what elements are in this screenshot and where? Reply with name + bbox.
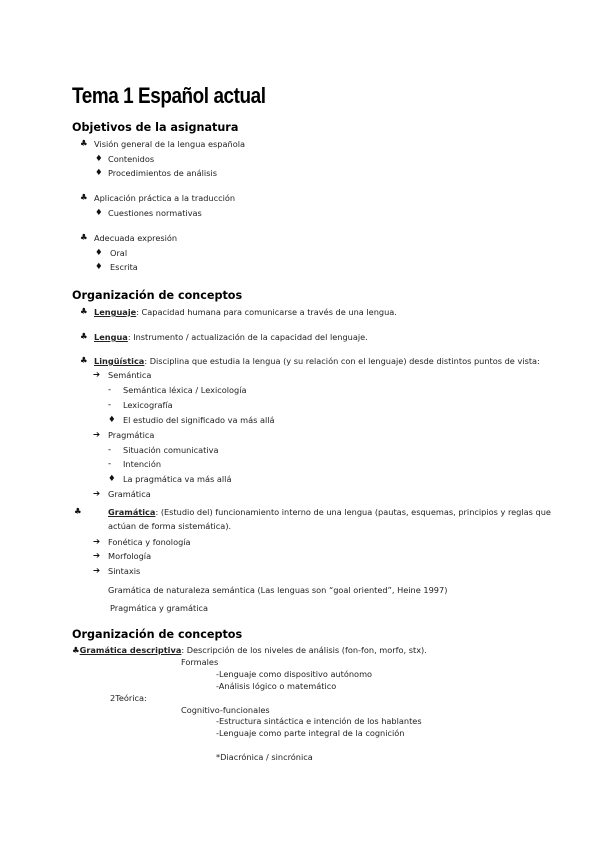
category-label: Formales <box>181 657 219 667</box>
section-heading-organizacion: Organización de conceptos <box>72 289 243 302</box>
arrow-bullet-icon: ➔ <box>93 489 101 499</box>
dash-bullet-icon: - <box>108 400 112 410</box>
definition-text: : Disciplina que estudia la lengua (y su relación con el lenguaje) desde distintos puntos de vista: <box>144 356 540 366</box>
list-item: Oral <box>110 248 128 258</box>
list-item: Situación comunicativa <box>123 445 219 455</box>
list-item: Aplicación práctica a la traducción <box>94 193 236 203</box>
club-bullet-icon: ♣ <box>80 139 88 149</box>
club-bullet-icon: ♣ <box>80 307 88 317</box>
list-item: Intención <box>123 459 162 469</box>
list-item: Gramática <box>108 489 151 499</box>
category-label: 2Teórica: <box>110 693 147 703</box>
club-bullet-icon: ♣ <box>80 193 88 203</box>
definition-lengua <box>94 332 368 342</box>
diamond-bullet-icon: ♦ <box>95 154 103 164</box>
definition-text: : Instrumento / actualización de la capacidad del lenguaje. <box>127 332 368 342</box>
term-gramatica-descriptiva: Gramática descriptiva <box>79 645 182 655</box>
club-bullet-icon: ♣ <box>80 332 88 342</box>
list-item: Sintaxis <box>108 566 141 576</box>
list-item: -Estructura sintáctica e intención de los hablantes <box>216 716 422 726</box>
definition-lenguaje <box>94 307 397 317</box>
page-title: Tema 1 Español actual <box>72 83 266 108</box>
arrow-bullet-icon: ➔ <box>93 430 101 440</box>
note-text: Pragmática y gramática <box>110 603 208 613</box>
list-item: Pragmática <box>108 430 155 440</box>
arrow-bullet-icon: ➔ <box>93 370 101 380</box>
definition-gramatica-descriptiva <box>72 645 427 656</box>
definition-linguistica <box>94 356 540 366</box>
club-bullet-icon: ♣ <box>74 507 82 517</box>
list-item: Fonética y fonología <box>108 537 191 547</box>
diamond-bullet-icon: ♦ <box>95 208 103 218</box>
club-bullet-icon: ♣ <box>80 356 88 366</box>
list-item: El estudio del significado va más allá <box>123 415 275 425</box>
dash-bullet-icon: - <box>108 459 112 469</box>
definition-gramatica <box>108 507 551 517</box>
list-item: -Lenguaje como dispositivo autónomo <box>216 669 373 679</box>
definition-text-continued: actúan de forma sistemática). <box>108 521 232 531</box>
section-heading-objetivos: Objetivos de la asignatura <box>72 121 239 134</box>
term-lengua: Lengua <box>94 332 128 342</box>
definition-text: : (Estudio del) funcionamiento interno de una lengua (pautas, esquemas, principios y reglas que <box>155 507 551 517</box>
arrow-bullet-icon: ➔ <box>93 551 101 561</box>
list-item: La pragmática va más allá <box>123 474 232 484</box>
club-bullet-icon: ♣ <box>80 233 88 243</box>
category-label: Cognitivo-funcionales <box>181 705 270 715</box>
term-gramatica: Gramática <box>108 507 156 517</box>
dash-bullet-icon: - <box>108 385 112 395</box>
list-item: Semántica <box>108 370 152 380</box>
arrow-bullet-icon: ➔ <box>93 537 101 547</box>
list-item: Semántica léxica / Lexicología <box>123 385 247 395</box>
diamond-bullet-icon: ♦ <box>108 474 116 484</box>
dash-bullet-icon: - <box>108 445 112 455</box>
list-item: Contenidos <box>108 154 155 164</box>
term-lenguaje: Lenguaje <box>94 307 137 317</box>
definition-text: : Descripción de los niveles de análisis (fon-fon, morfo, stx). <box>181 645 427 655</box>
list-item: -Lenguaje como parte integral de la cognición <box>216 728 405 738</box>
section-heading-organizacion: Organización de conceptos <box>72 628 243 641</box>
diamond-bullet-icon: ♦ <box>95 248 103 258</box>
list-item: Escrita <box>110 262 138 272</box>
note-text: Gramática de naturaleza semántica (Las lenguas son “goal oriented”, Heine 1997) <box>108 585 448 595</box>
list-item: Lexicografía <box>123 400 173 410</box>
club-bullet-icon: ♣ <box>72 646 80 656</box>
list-item: Visión general de la lengua española <box>94 139 246 149</box>
term-linguistica: Lingüística <box>94 356 145 366</box>
list-item: Procedimientos de análisis <box>108 168 217 178</box>
list-item: Morfología <box>108 551 152 561</box>
list-item: -Análisis lógico o matemático <box>216 681 337 691</box>
note-text: *Diacrónica / sincrónica <box>216 752 313 762</box>
arrow-bullet-icon: ➔ <box>93 566 101 576</box>
diamond-bullet-icon: ♦ <box>95 168 103 178</box>
diamond-bullet-icon: ♦ <box>108 415 116 425</box>
list-item: Adecuada expresión <box>94 233 178 243</box>
diamond-bullet-icon: ♦ <box>95 262 103 272</box>
definition-text: : Capacidad humana para comunicarse a través de una lengua. <box>136 307 397 317</box>
list-item: Cuestiones normativas <box>108 208 202 218</box>
